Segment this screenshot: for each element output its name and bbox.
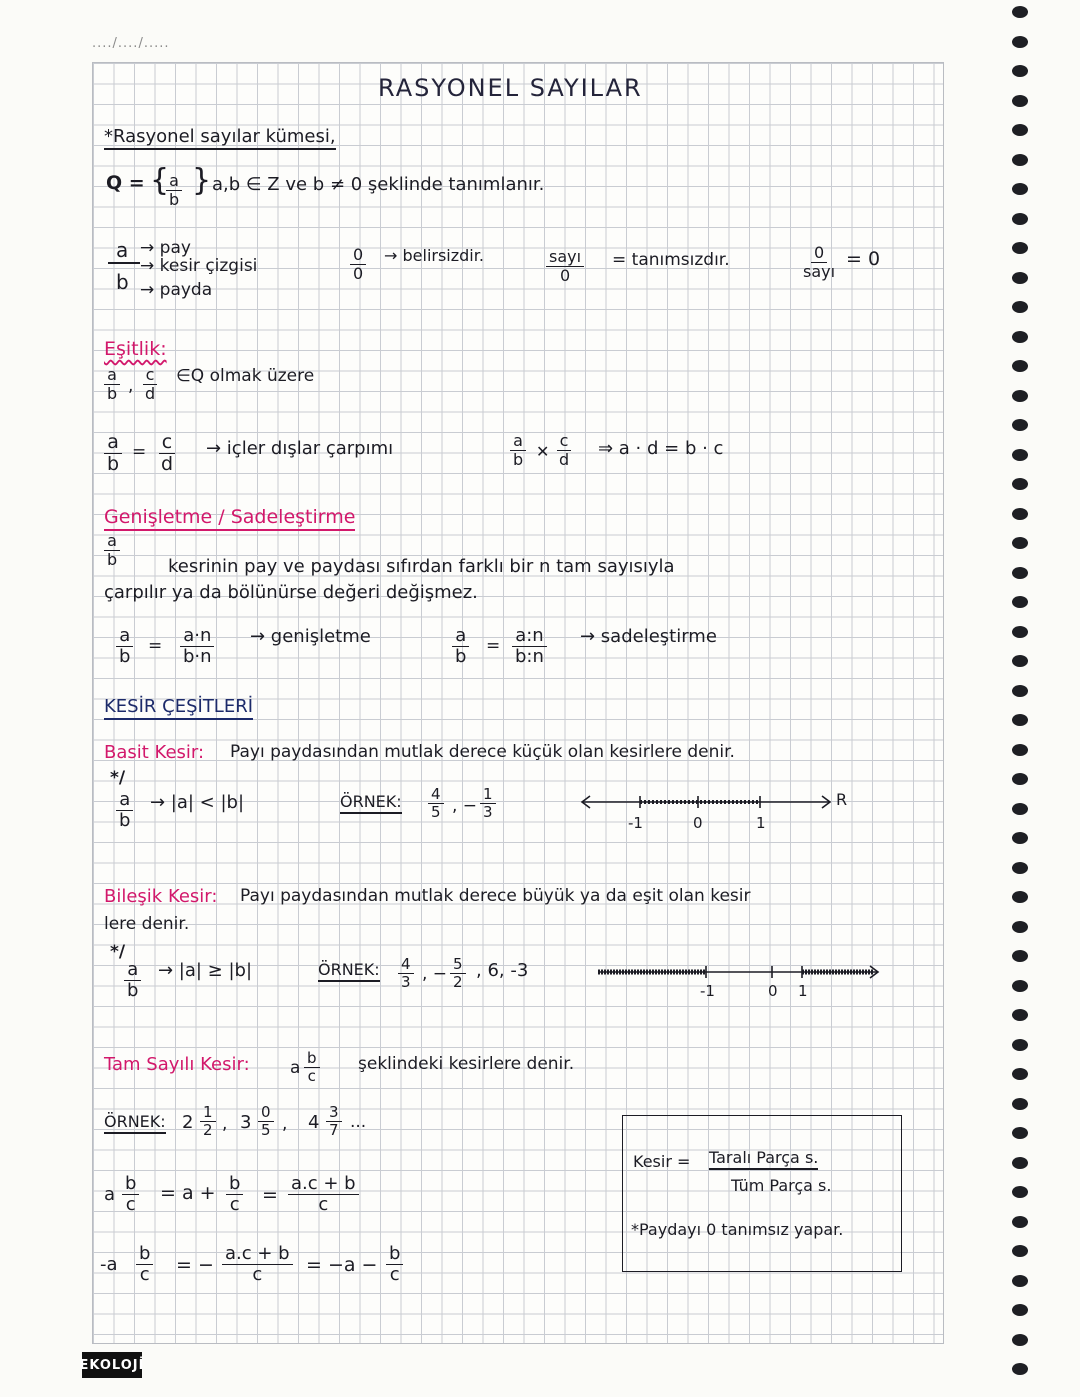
basit-ornek <box>340 794 402 810</box>
gen-left-b: b <box>119 645 131 667</box>
tam-sayili-text: şeklindeki kesirlere denir. <box>358 1054 575 1074</box>
tam-sayili-title: Tam Sayılı Kesir: <box>104 1054 250 1075</box>
bilesik-ex1-num: 4 <box>398 956 414 974</box>
eq1-left-b: b <box>122 1174 139 1195</box>
bilesik-ex2 <box>450 956 466 990</box>
eq1-fraction-right <box>288 1174 359 1215</box>
esitlik-cond-b: b <box>107 383 118 403</box>
zero-zero-fraction <box>350 246 366 282</box>
basit-b: b <box>119 809 131 831</box>
spiral-hole <box>1012 1363 1028 1375</box>
eq1-right-num: a.c + b <box>288 1174 359 1195</box>
eq1-fraction-left <box>122 1174 139 1215</box>
genisletme-text2: çarpılır ya da bölünürse değeri değişmez. <box>104 582 478 603</box>
spiral-hole <box>1012 832 1028 844</box>
zero-over-result: = 0 <box>846 248 881 270</box>
basit-ex2 <box>480 786 496 820</box>
spiral-hole <box>1012 419 1028 431</box>
tam-ex-sep2: , <box>282 1114 288 1134</box>
sad-div-num: a:n <box>512 626 547 647</box>
part-b: b <box>116 270 129 294</box>
sad-equals: = <box>486 636 501 656</box>
sad-left-a: a <box>452 626 469 647</box>
zero-num: 0 <box>350 246 366 265</box>
basit-ornek-text: ÖRNEK: <box>340 792 402 814</box>
genisletme-ab <box>104 532 120 568</box>
cross-d: d <box>559 449 570 469</box>
eq2-left-c: c <box>139 1263 150 1285</box>
esitlik-result: ⇒ a · d = b · c <box>598 438 724 459</box>
zero-over-den: sayı <box>803 261 836 281</box>
tam-sayili-form-a: a <box>290 1058 301 1078</box>
bilesik-axis-label-0: 0 <box>768 982 778 1000</box>
basit-ex1-den: 5 <box>431 802 441 821</box>
tam-ex1-num: 1 <box>200 1104 216 1122</box>
esitlik-cond-ab <box>104 366 120 402</box>
spiral-hole <box>1012 95 1028 107</box>
gen-mul-label: → genişletme <box>250 626 371 647</box>
tam-ex2-den: 5 <box>261 1120 271 1139</box>
bilesik-text2: lere denir. <box>104 914 190 934</box>
eq2-mid-den: c <box>252 1263 263 1285</box>
bilesik-cond: → |a| ≥ |b| <box>158 960 253 981</box>
eq2-mid-num: a.c + b <box>222 1244 293 1265</box>
eq1-mid: = a + <box>160 1182 216 1204</box>
tam-sayili-form-den: c <box>307 1066 316 1085</box>
spiral-hole <box>1012 950 1028 962</box>
tam-sayili-form-num: b <box>304 1050 320 1068</box>
bilesik-ex-rest: , 6, -3 <box>476 960 529 981</box>
spiral-hole <box>1012 714 1028 726</box>
kesir-cesitleri-title-text: KESİR ÇEŞİTLERİ <box>104 696 253 720</box>
spiral-hole <box>1012 803 1028 815</box>
spiral-hole <box>1012 242 1028 254</box>
belirsiz-text: → belirsizdir. <box>384 246 484 265</box>
basit-a: a <box>116 790 133 811</box>
eq2-fraction-right <box>386 1244 403 1285</box>
intro-heading-text: *Rasyonel sayılar kümesi, <box>104 126 336 150</box>
bilesik-title: Bileşik Kesir: <box>104 886 218 907</box>
page-title: RASYONEL SAYILAR <box>378 74 643 102</box>
date-line: ..../..../..... <box>92 36 170 51</box>
sayi-zero-fraction <box>546 248 584 284</box>
sad-left-fraction <box>452 626 469 667</box>
spiral-hole <box>1012 685 1028 697</box>
kesir-info-box <box>622 1115 902 1272</box>
esitlik-left-fraction <box>104 432 122 475</box>
spiral-hole <box>1012 1127 1028 1139</box>
eq2-right-b: b <box>386 1244 403 1265</box>
spiral-hole <box>1012 331 1028 343</box>
bilesik-axis-label-1: 1 <box>798 982 808 1000</box>
gen-left-a: a <box>116 626 133 647</box>
spiral-hole <box>1012 862 1028 874</box>
eq2-left-b: b <box>136 1244 153 1265</box>
tam-ex3-fraction <box>326 1104 342 1138</box>
set-fraction <box>166 172 182 208</box>
cross-right-fraction <box>556 432 572 468</box>
eq2-fraction-left <box>136 1244 153 1285</box>
tam-sayili-ornek <box>104 1114 166 1130</box>
basit-cond: → |a| < |b| <box>150 792 245 813</box>
set-brace-close: } <box>192 163 212 198</box>
tam-ex3-whole: 4 <box>308 1112 320 1133</box>
spiral-hole <box>1012 1245 1028 1257</box>
esitlik-right-d: d <box>161 452 174 475</box>
part-payda: → payda <box>140 280 213 300</box>
sayi-den: 0 <box>559 265 571 285</box>
spiral-hole <box>1012 891 1028 903</box>
basit-axis-label-neg1: -1 <box>628 814 643 832</box>
box-kesir-label: Kesir = <box>633 1152 691 1171</box>
eq2-right-c: c <box>389 1263 400 1285</box>
spiral-hole <box>1012 124 1028 136</box>
esitlik-cond-c: c <box>143 366 158 385</box>
spiral-hole <box>1012 6 1028 18</box>
box-denominator: Tüm Parça s. <box>731 1176 832 1195</box>
box-numerator <box>709 1150 818 1166</box>
bilesik-ex1 <box>398 956 414 990</box>
spiral-binding <box>994 0 1028 1397</box>
spiral-hole <box>1012 1039 1028 1051</box>
sayi-num: sayı <box>546 248 584 267</box>
tam-sayili-ornek-text: ÖRNEK: <box>104 1112 166 1134</box>
tam-ex1-fraction <box>200 1104 216 1138</box>
spiral-hole <box>1012 1186 1028 1198</box>
bilesik-ornek <box>318 962 380 978</box>
bilesik-ex2-num: 5 <box>450 956 466 974</box>
sad-left-b: b <box>455 645 467 667</box>
esitlik-equals: = <box>132 442 147 462</box>
esitlik-cond-a: a <box>104 366 120 385</box>
bilesik-ex-sep: , − <box>422 964 448 984</box>
intro-heading <box>104 128 336 146</box>
eq2-end: = −a − <box>306 1254 378 1276</box>
cross-left-fraction <box>510 432 526 468</box>
spiral-hole <box>1012 1068 1028 1080</box>
basit-star: */ <box>110 768 126 788</box>
spiral-hole <box>1012 596 1028 608</box>
cross-a: a <box>510 432 526 451</box>
spiral-hole <box>1012 655 1028 667</box>
brand-logo: EKOLOJİ <box>82 1352 142 1378</box>
genisletme-title <box>104 508 355 527</box>
bilesik-axis-label-neg1: -1 <box>700 982 715 1000</box>
basit-axis-label-1: 1 <box>756 814 766 832</box>
eq1-right-den: c <box>318 1193 329 1215</box>
spiral-hole <box>1012 537 1028 549</box>
set-definition: a,b ∈ Z ve b ≠ 0 şeklinde tanımlanır. <box>212 174 545 195</box>
box-note: *Paydayı 0 tanımsız yapar. <box>631 1220 844 1239</box>
esitlik-cond-d: d <box>145 383 156 403</box>
spiral-hole <box>1012 773 1028 785</box>
bilesik-star: */ <box>110 942 126 962</box>
basit-ex2-den: 3 <box>483 802 493 821</box>
bilesik-b: b <box>127 979 139 1001</box>
tam-ex1-whole: 2 <box>182 1112 194 1133</box>
sad-div-den: b:n <box>515 645 544 667</box>
spiral-hole <box>1012 183 1028 195</box>
esitlik-title: Eşitlik: <box>104 338 167 360</box>
spiral-hole <box>1012 65 1028 77</box>
spiral-hole <box>1012 272 1028 284</box>
tanimsiz-text: = tanımsızdır. <box>612 250 730 270</box>
esitlik-left-b: b <box>107 452 120 475</box>
spiral-hole <box>1012 36 1028 48</box>
zero-over-num: 0 <box>811 244 827 263</box>
gen-mul-den: b·n <box>183 645 212 667</box>
bilesik-number-line <box>596 960 886 1000</box>
basit-ex-sep: , − <box>452 796 478 816</box>
gen-mul-fraction <box>180 626 215 667</box>
tam-ex1-den: 2 <box>203 1120 213 1139</box>
basit-ab <box>116 790 133 831</box>
bilesik-ex1-den: 3 <box>401 972 411 991</box>
set-brace-open: { <box>150 163 170 198</box>
cross-c: c <box>557 432 572 451</box>
kesir-cesitleri-title <box>104 698 253 716</box>
spiral-hole <box>1012 744 1028 756</box>
tam-sayili-form-fraction <box>304 1050 320 1084</box>
tam-ex2-fraction <box>258 1104 274 1138</box>
eq2-mid: = − <box>176 1254 214 1276</box>
basit-ex2-num: 1 <box>480 786 496 804</box>
gen-left-fraction <box>116 626 133 667</box>
bilesik-ornek-text: ÖRNEK: <box>318 960 380 982</box>
basit-axis-end: R <box>836 790 848 809</box>
tam-ex2-num: 0 <box>258 1104 274 1122</box>
spiral-hole <box>1012 980 1028 992</box>
part-kesir: → kesir çizgisi <box>140 256 258 276</box>
esitlik-comma: , <box>128 376 134 396</box>
spiral-hole <box>1012 1334 1028 1346</box>
spiral-hole <box>1012 1216 1028 1228</box>
spiral-hole <box>1012 390 1028 402</box>
spiral-hole <box>1012 1009 1028 1021</box>
eq1-mid-b: b <box>226 1174 243 1195</box>
part-line <box>108 262 140 264</box>
bilesik-ex2-den: 2 <box>453 972 463 991</box>
tam-ex-ellipsis: ... <box>350 1112 367 1132</box>
spiral-hole <box>1012 567 1028 579</box>
spiral-hole <box>1012 508 1028 520</box>
cross-mark-icon: ✕ <box>536 442 550 461</box>
eq1-fraction-mid <box>226 1174 243 1215</box>
spiral-hole <box>1012 626 1028 638</box>
eq1-mid-c: c <box>229 1193 240 1215</box>
basit-text: Payı paydasından mutlak derece küçük olan kesirlere denir. <box>230 742 735 762</box>
esitlik-cond-cd <box>142 366 158 402</box>
part-a: a <box>116 238 129 262</box>
gen-equals: = <box>148 636 163 656</box>
bilesik-ab <box>124 960 141 1001</box>
esitlik-left-a: a <box>104 432 122 454</box>
spiral-hole <box>1012 478 1028 490</box>
zero-den: 0 <box>353 263 364 283</box>
set-den: b <box>169 189 180 209</box>
genisletme-text1: kesrinin pay ve paydası sıfırdan farklı bir n tam sayısıyla <box>168 556 675 577</box>
zero-over-sayi-fraction <box>800 244 838 280</box>
spiral-hole <box>1012 449 1028 461</box>
spiral-hole <box>1012 1157 1028 1169</box>
tam-ex3-num: 3 <box>326 1104 342 1122</box>
basit-ex1 <box>428 786 444 820</box>
basit-ex1-num: 4 <box>428 786 444 804</box>
spiral-hole <box>1012 1098 1028 1110</box>
sad-div-label: → sadeleştirme <box>580 626 717 647</box>
cross-b: b <box>513 449 524 469</box>
eq2-fraction-mid <box>222 1244 293 1285</box>
esitlik-condition: ∈Q olmak üzere <box>176 366 315 386</box>
basit-title: Basit Kesir: <box>104 742 205 763</box>
esitlik-right-fraction <box>158 432 176 475</box>
tam-ex3-den: 7 <box>329 1120 339 1139</box>
eq1-left-c: c <box>125 1193 136 1215</box>
genisletme-b: b <box>107 549 118 569</box>
tam-ex2-whole: 3 <box>240 1112 252 1133</box>
esitlik-rule: → içler dışlar çarpımı <box>206 438 394 459</box>
spiral-hole <box>1012 213 1028 225</box>
basit-number-line <box>580 790 840 830</box>
part-pay: → pay <box>140 238 191 258</box>
spiral-hole <box>1012 1275 1028 1287</box>
genisletme-a: a <box>104 532 120 551</box>
spiral-hole <box>1012 301 1028 313</box>
tam-ex-sep1: , <box>222 1114 228 1134</box>
spiral-hole <box>1012 360 1028 372</box>
genisletme-title-text: Genişletme / Sadeleştirme <box>104 506 355 531</box>
spiral-hole <box>1012 1304 1028 1316</box>
spiral-hole <box>1012 154 1028 166</box>
bilesik-a: a <box>124 960 141 981</box>
set-num: a <box>166 172 182 191</box>
eq1-a: a <box>104 1184 116 1205</box>
basit-axis-label-0: 0 <box>693 814 703 832</box>
spiral-hole <box>1012 921 1028 933</box>
esitlik-right-c: c <box>159 432 175 454</box>
sad-div-fraction <box>512 626 547 667</box>
gen-mul-num: a·n <box>180 626 214 647</box>
eq2-a: -a <box>100 1254 118 1275</box>
box-numerator-text: Taralı Parça s. <box>709 1148 818 1170</box>
bilesik-text1: Payı paydasından mutlak derece büyük ya da eşit olan kesir <box>240 886 751 906</box>
q-label: Q = <box>106 172 145 194</box>
eq1-equals: = <box>262 1184 278 1206</box>
